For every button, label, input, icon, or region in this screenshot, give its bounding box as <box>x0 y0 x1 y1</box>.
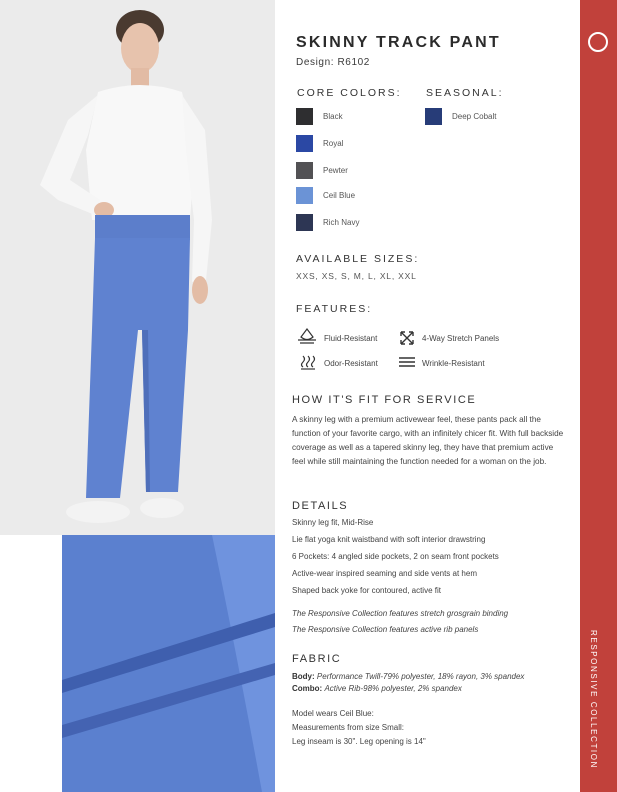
color-swatch-ceil-blue <box>296 187 313 204</box>
fabric-detail-illustration <box>62 535 275 792</box>
fabric-body-text: Performance Twill-79% polyester, 18% rayon, 3% spandex <box>316 672 525 681</box>
model-line: Measurements from size Small: <box>292 723 405 732</box>
fluid-resistant-icon <box>296 328 318 350</box>
color-swatch-black <box>296 108 313 125</box>
color-swatch-rich-navy <box>296 214 313 231</box>
seasonal-heading: SEASONAL: <box>426 87 504 99</box>
color-label-royal: Royal <box>323 139 344 148</box>
collection-label: RESPONSIVE COLLECTION <box>589 630 598 769</box>
fabric-detail-photo <box>62 535 275 792</box>
design-code: Design: R6102 <box>296 57 370 68</box>
detail-line: Shaped back yoke for contoured, active fit <box>292 586 441 595</box>
feature-odor-resistant: Odor-Resistant <box>324 359 378 368</box>
feature-stretch-panels: 4-Way Stretch Panels <box>422 334 500 343</box>
features-heading: FEATURES: <box>296 303 373 315</box>
sizes-heading: AVAILABLE SIZES: <box>296 253 420 265</box>
model-illustration <box>0 0 275 535</box>
collection-sidebar <box>580 0 617 792</box>
detail-italic-line: The Responsive Collection features active rib panels <box>292 625 479 634</box>
detail-line: 6 Pockets: 4 angled side pockets, 2 on seam front pockets <box>292 552 499 561</box>
color-label-black: Black <box>323 112 343 121</box>
photo-margin <box>0 535 62 792</box>
fabric-combo-text: Active Rib-98% polyester, 2% spandex <box>324 684 462 693</box>
feature-wrinkle-resistant: Wrinkle-Resistant <box>422 359 485 368</box>
fit-heading: HOW IT'S FIT FOR SERVICE <box>292 394 477 406</box>
color-swatch-royal <box>296 135 313 152</box>
brand-logo-icon <box>588 32 608 52</box>
fit-description: A skinny leg with a premium activewear feel, these pants pack all the function of your favorite cargo, with an infinitely chicer fit. With full backside coverage as well as a tapered skinny leg, they have that premium active feel while still maintaining the function needed for a woman on the job. <box>292 415 564 466</box>
fabric-combo <box>292 684 462 693</box>
model-photo <box>0 0 275 535</box>
color-label-rich-navy: Rich Navy <box>323 218 360 227</box>
color-label-ceil-blue: Ceil Blue <box>323 191 356 200</box>
core-colors-heading: CORE COLORS: <box>297 87 402 99</box>
product-title: SKINNY TRACK PANT <box>296 34 501 51</box>
stretch-arrows-icon <box>399 330 415 350</box>
color-swatch-pewter <box>296 162 313 179</box>
color-label-pewter: Pewter <box>323 166 348 175</box>
fabric-combo-label: Combo: <box>292 684 323 693</box>
detail-line: Lie flat yoga knit waistband with soft interior drawstring <box>292 535 486 544</box>
color-swatch-deep-cobalt <box>425 108 442 125</box>
wrinkle-resistant-icon <box>398 355 416 373</box>
model-line: Model wears Ceil Blue: <box>292 709 374 718</box>
detail-line: Active-wear inspired seaming and side vents at hem <box>292 569 477 578</box>
details-heading: DETAILS <box>292 500 349 512</box>
feature-fluid-resistant: Fluid-Resistant <box>324 334 378 343</box>
sizes-list: XXS, XS, S, M, L, XL, XXL <box>296 271 417 281</box>
odor-resistant-icon <box>300 354 316 374</box>
detail-line: Skinny leg fit, Mid-Rise <box>292 518 374 527</box>
fabric-body-label: Body: <box>292 672 315 681</box>
fabric-body <box>292 672 524 681</box>
detail-italic-line: The Responsive Collection features stretch grosgrain binding <box>292 609 509 618</box>
fabric-heading: FABRIC <box>292 653 342 665</box>
model-line: Leg inseam is 30". Leg opening is 14" <box>292 737 426 746</box>
color-label-deep-cobalt: Deep Cobalt <box>452 112 497 121</box>
